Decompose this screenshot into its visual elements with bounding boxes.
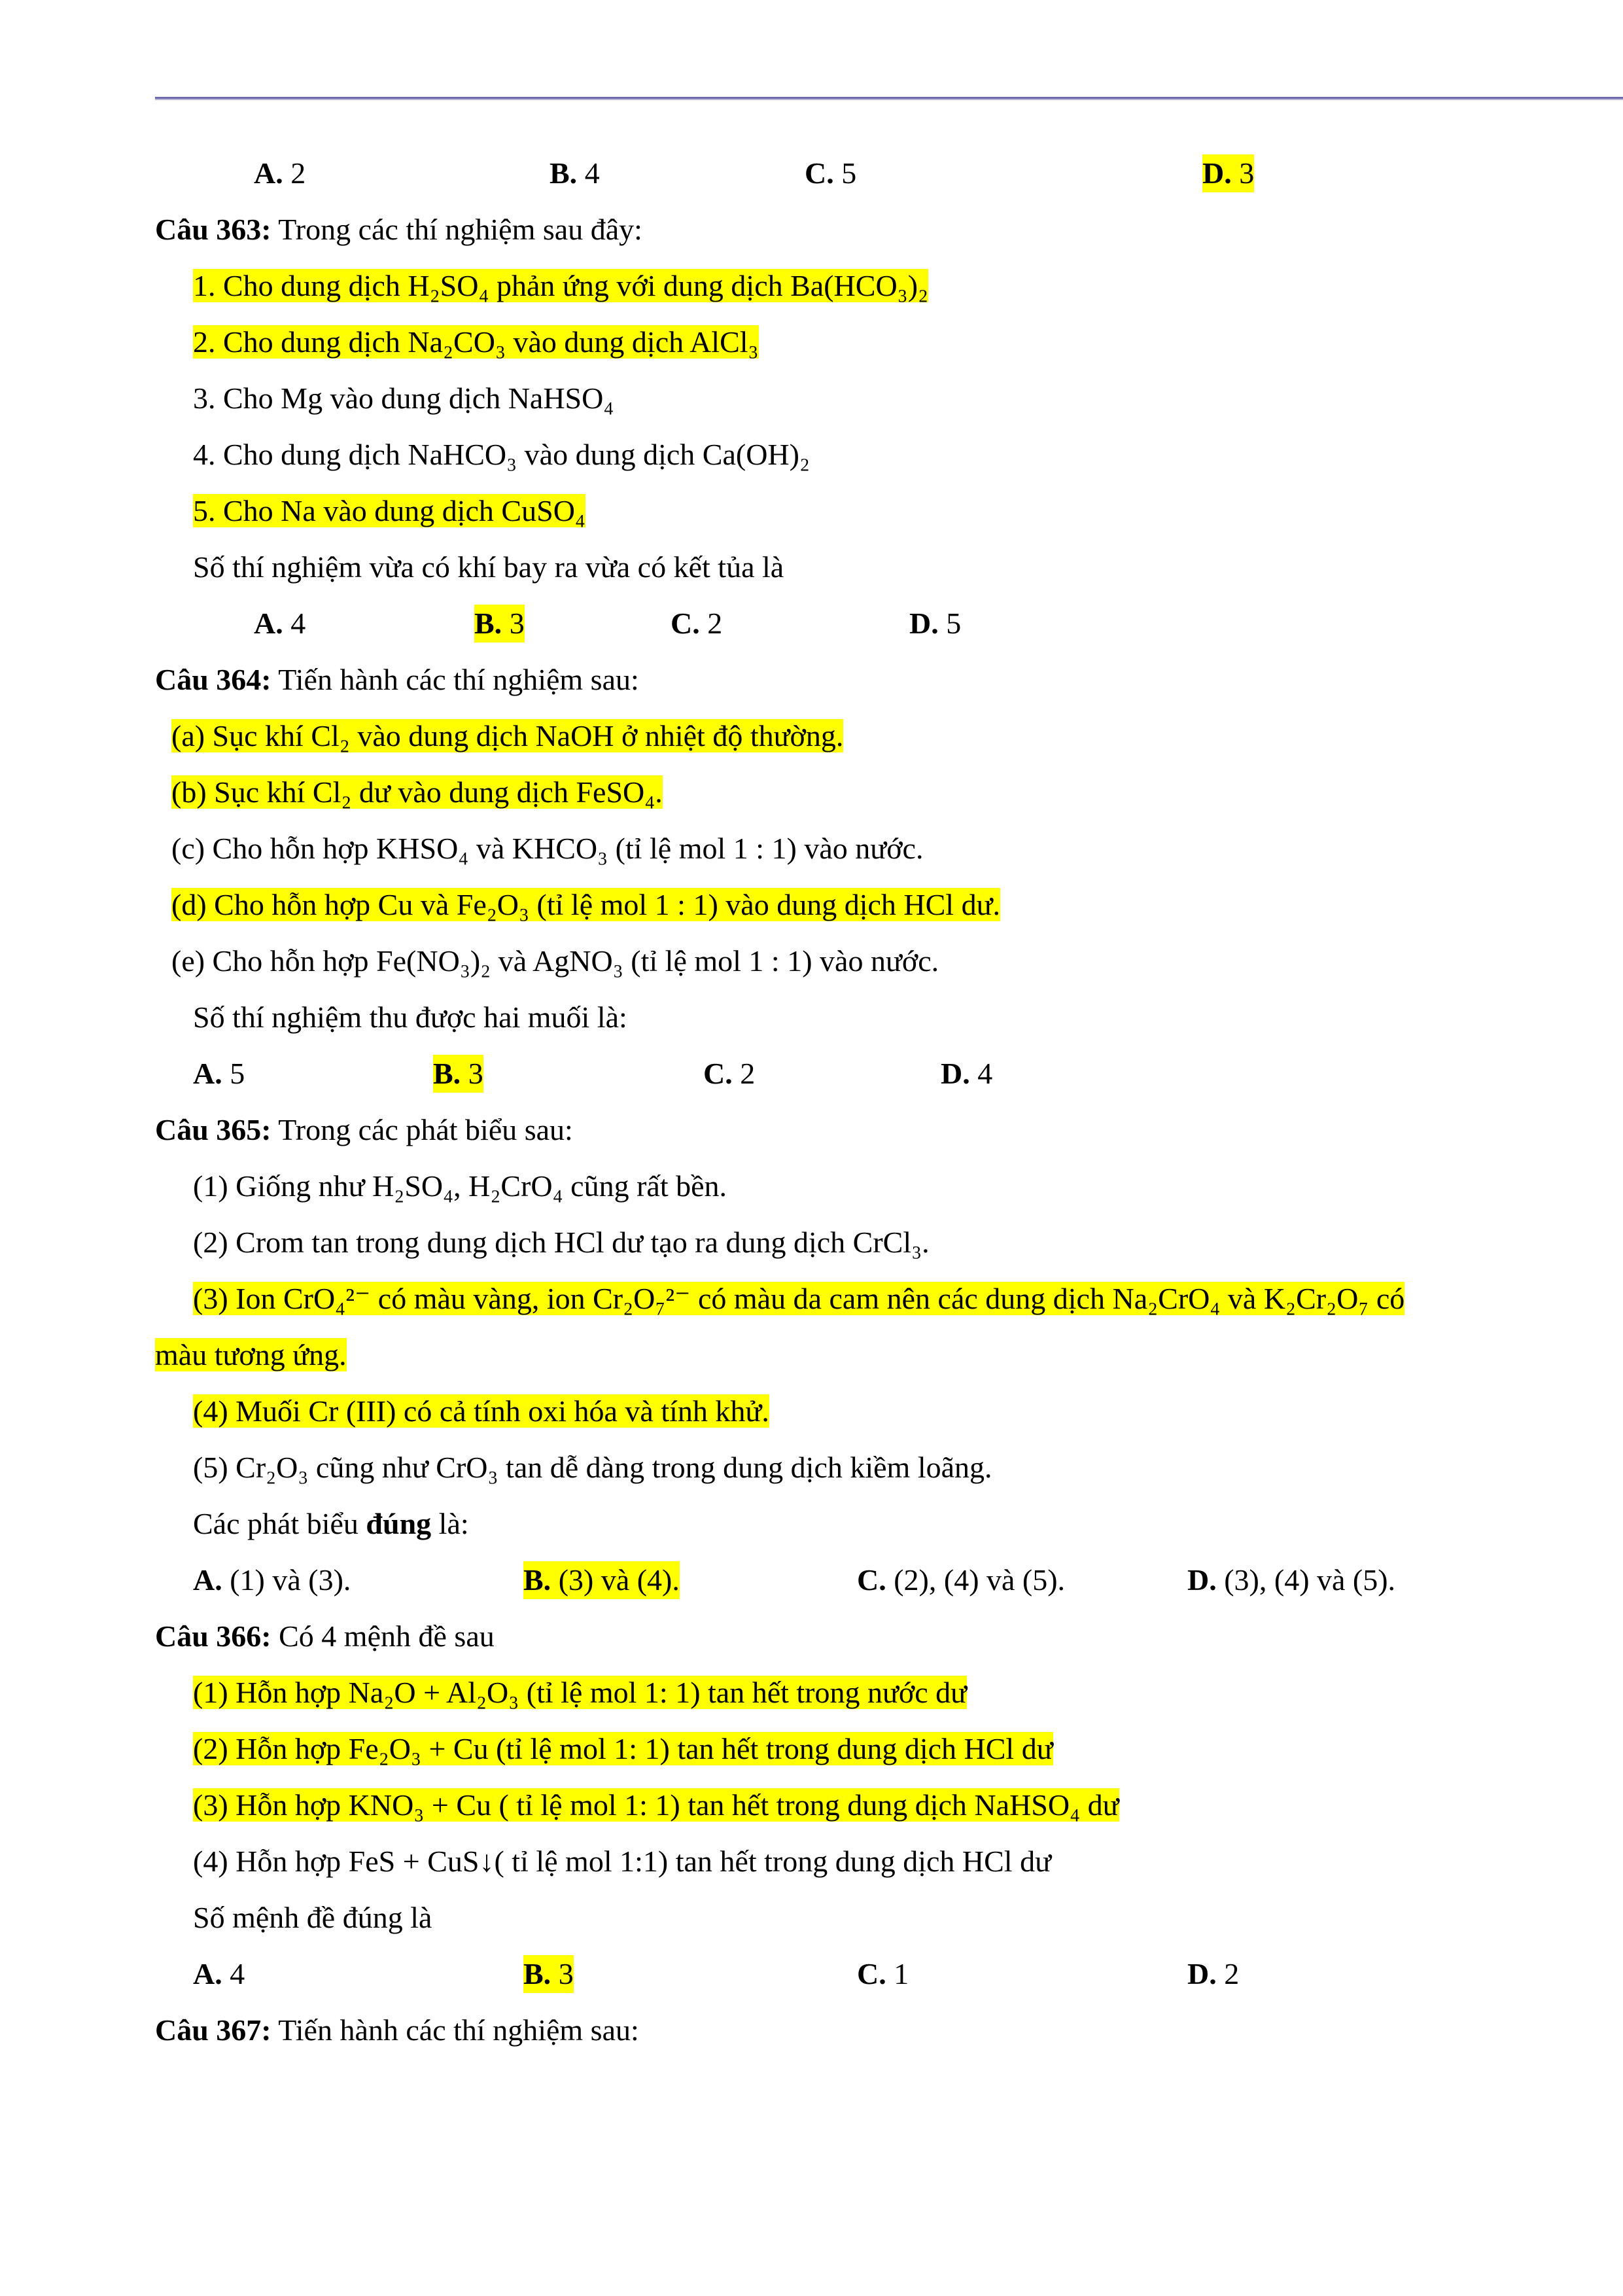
answer-d: D. 5: [909, 607, 962, 640]
answer-c: C. 5: [805, 156, 857, 190]
answer-a: A. 5: [193, 1057, 245, 1090]
answer-d-correct: D. 3: [1202, 154, 1254, 192]
question-364-heading: Câu 364: Tiến hành các thí nghiệm sau:: [155, 663, 639, 696]
answer-a: A. (1) và (3).: [193, 1563, 351, 1597]
answer-c: C. 1: [857, 1957, 909, 1990]
answer-b-correct: B. 3: [474, 605, 525, 643]
q363-item-1: 1. Cho dung dịch H₂SO₄ phản ứng với dung dịch Ba(HCO₃)₂: [193, 269, 929, 302]
q364-item-d: (d) Cho hỗn hợp Cu và Fe₂O₃ (tỉ lệ mol 1 : 1) vào dung dịch HCl dư.: [171, 888, 1000, 921]
answer-d: D. (3), (4) và (5).: [1187, 1563, 1396, 1597]
q364-item-b: (b) Sục khí Cl₂ dư vào dung dịch FeSO₄.: [171, 775, 663, 809]
answer-c: C. 2: [671, 607, 723, 640]
answer-b-correct: B. 3: [523, 1955, 574, 1993]
question-363-heading: Câu 363: Trong các thí nghiệm sau đây:: [155, 213, 642, 246]
q363-item-5: 5. Cho Na vào dung dịch CuSO₄: [193, 494, 585, 527]
answer-a: A. 4: [193, 1957, 245, 1990]
q364-item-e: (e) Cho hỗn hợp Fe(NO₃)₂ và AgNO₃ (tỉ lệ mol 1 : 1) vào nước.: [171, 944, 939, 978]
question-366-heading: Câu 366: Có 4 mệnh đề sau: [155, 1619, 495, 1653]
q365-item-3: (3) Ion CrO₄²⁻ có màu vàng, ion Cr₂O₇²⁻ có màu da cam nên các dung dịch Na₂CrO₄ và K₂Cr₂O₇ có: [193, 1282, 1405, 1315]
q365-item-3-cont: màu tương ứng.: [155, 1338, 347, 1371]
q363-item-3: 3. Cho Mg vào dung dịch NaHSO₄: [193, 381, 614, 415]
answer-d: D. 4: [941, 1057, 993, 1090]
q365-question: Các phát biểu đúng là:: [193, 1507, 469, 1540]
question-365-heading: Câu 365: Trong các phát biểu sau:: [155, 1113, 573, 1146]
answer-c: C. (2), (4) và (5).: [857, 1563, 1066, 1597]
q365-item-4: (4) Muối Cr (III) có cả tính oxi hóa và tính khử.: [193, 1394, 769, 1428]
answer-a: A. 4: [254, 607, 306, 640]
answer-b-correct: B. (3) và (4).: [523, 1561, 680, 1599]
q366-question: Số mệnh đề đúng là: [193, 1901, 432, 1934]
q366-item-3: (3) Hỗn hợp KNO₃ + Cu ( tỉ lệ mol 1: 1) tan hết trong dung dịch NaHSO₄ dư: [193, 1788, 1119, 1822]
q363-question: Số thí nghiệm vừa có khí bay ra vừa có kết tủa là: [193, 550, 784, 584]
answer-d: D. 2: [1187, 1957, 1240, 1990]
q366-item-1: (1) Hỗn hợp Na₂O + Al₂O₃ (tỉ lệ mol 1: 1) tan hết trong nước dư: [193, 1676, 968, 1709]
q364-item-a: (a) Sục khí Cl₂ vào dung dịch NaOH ở nhiệt độ thường.: [171, 719, 844, 752]
q366-item-4: (4) Hỗn hợp FeS + CuS↓( tỉ lệ mol 1:1) tan hết trong dung dịch HCl dư: [193, 1845, 1052, 1878]
question-367-heading: Câu 367: Tiến hành các thí nghiệm sau:: [155, 2013, 639, 2047]
answer-c: C. 2: [703, 1057, 756, 1090]
answer-a: A. 2: [254, 156, 306, 190]
q364-question: Số thí nghiệm thu được hai muối là:: [193, 1000, 627, 1034]
header-rule: [155, 97, 1623, 100]
q365-item-2: (2) Crom tan trong dung dịch HCl dư tạo ra dung dịch CrCl₃.: [193, 1226, 930, 1259]
q363-item-4: 4. Cho dung dịch NaHCO₃ vào dung dịch Ca(OH)₂: [193, 438, 810, 471]
q365-item-1: (1) Giống như H₂SO₄, H₂CrO₄ cũng rất bền.: [193, 1169, 727, 1203]
q366-item-2: (2) Hỗn hợp Fe₂O₃ + Cu (tỉ lệ mol 1: 1) tan hết trong dung dịch HCl dư: [193, 1732, 1053, 1765]
answer-b: B. 4: [550, 156, 600, 190]
q365-item-5: (5) Cr₂O₃ cũng như CrO₃ tan dễ dàng trong dung dịch kiềm loãng.: [193, 1451, 992, 1484]
q363-item-2: 2. Cho dung dịch Na₂CO₃ vào dung dịch AlCl₃: [193, 325, 759, 359]
answer-b-correct: B. 3: [433, 1055, 483, 1093]
q364-item-c: (c) Cho hỗn hợp KHSO₄ và KHCO₃ (tỉ lệ mol 1 : 1) vào nước.: [171, 832, 924, 865]
